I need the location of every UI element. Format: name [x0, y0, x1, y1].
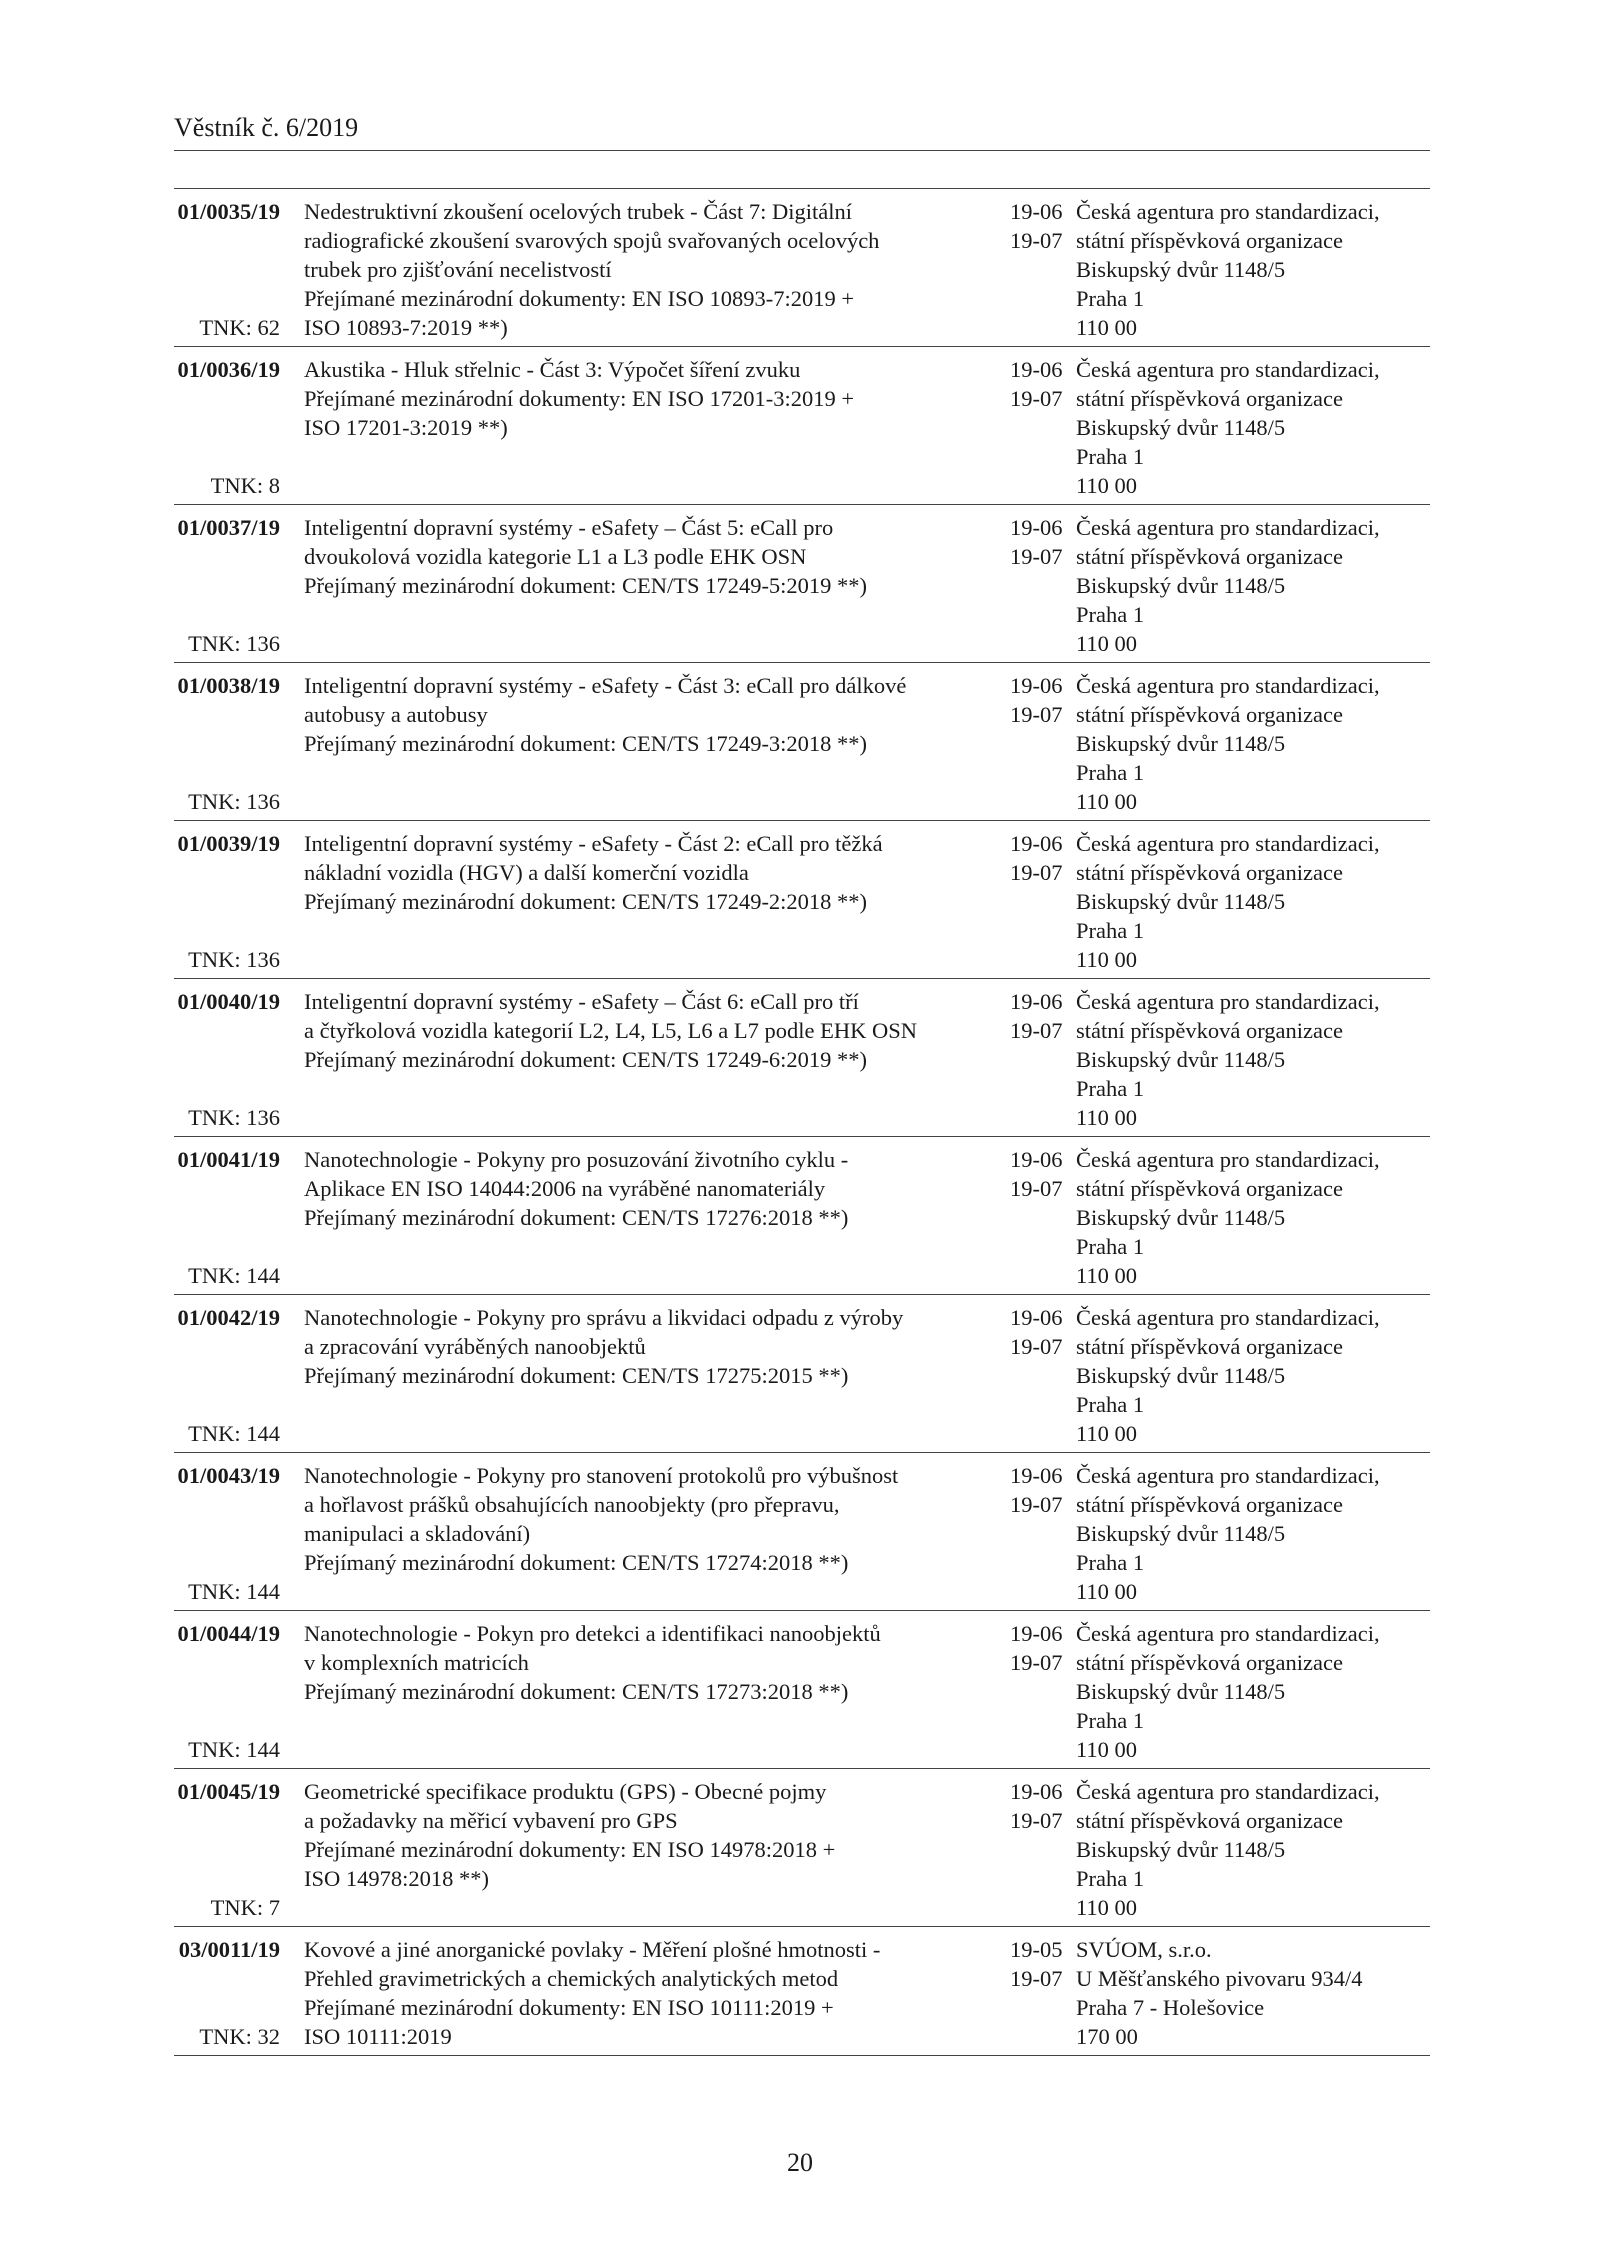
title-line: trubek pro zjišťování necelistvostí: [304, 257, 612, 282]
entry-number: 01/0043/19: [177, 1463, 280, 1488]
title-line: Přejímaný mezinárodní dokument: CEN/TS 17249-3:2018 **): [304, 731, 868, 756]
address-line: 110 00: [1076, 1263, 1138, 1288]
entry-number: 03/0011/19: [178, 1937, 280, 1962]
title-line: Přejímané mezinárodní dokumenty: EN ISO 17201-3:2019 +: [304, 386, 855, 411]
entry-dates-cell: [986, 829, 1076, 974]
address-line: 170 00: [1076, 2024, 1138, 2049]
entry-dates-cell: [986, 1619, 1076, 1764]
entry-address-cell: [1076, 355, 1430, 500]
entry-number: 01/0039/19: [177, 831, 280, 856]
date-code: 19-06: [1010, 1305, 1063, 1330]
table-row: [174, 663, 1430, 821]
address-line: státní příspěvková organizace: [1076, 1492, 1343, 1517]
address-line: 110 00: [1076, 789, 1138, 814]
title-line: ISO 17201-3:2019 **): [304, 415, 508, 440]
title-line: ISO 10111:2019: [304, 2024, 452, 2049]
date-code: 19-06: [1010, 1621, 1063, 1646]
tnk-label: TNK: 62: [199, 315, 280, 340]
entry-id-cell: [174, 1619, 304, 1764]
table-row: [174, 1295, 1430, 1453]
title-line: Přejímaný mezinárodní dokument: CEN/TS 17274:2018 **): [304, 1550, 849, 1575]
address-line: Biskupský dvůr 1148/5: [1076, 1205, 1286, 1230]
date-code: 19-07: [1010, 544, 1063, 569]
address-line: Praha 1: [1076, 1550, 1145, 1575]
title-line: ISO 10893-7:2019 **): [304, 315, 508, 340]
address-line: Česká agentura pro standardizaci,: [1076, 1305, 1380, 1330]
entry-address-cell: [1076, 1303, 1430, 1448]
address-line: 110 00: [1076, 473, 1138, 498]
address-line: Biskupský dvůr 1148/5: [1076, 1679, 1286, 1704]
address-line: státní příspěvková organizace: [1076, 1808, 1343, 1833]
tnk-label: TNK: 32: [199, 2024, 280, 2049]
address-line: státní příspěvková organizace: [1076, 1018, 1343, 1043]
entry-dates-cell: [986, 987, 1076, 1132]
address-line: 110 00: [1076, 1895, 1138, 1920]
tnk-label: TNK: 136: [188, 947, 280, 972]
table-row: [174, 505, 1430, 663]
entry-number: 01/0041/19: [177, 1147, 280, 1172]
title-line: autobusy a autobusy: [304, 702, 488, 727]
address-line: 110 00: [1076, 1105, 1138, 1130]
address-line: SVÚOM, s.r.o.: [1076, 1937, 1212, 1962]
date-code: 19-07: [1010, 1650, 1063, 1675]
entry-address-cell: [1076, 1619, 1430, 1764]
address-line: Česká agentura pro standardizaci,: [1076, 989, 1380, 1014]
address-line: Česká agentura pro standardizaci,: [1076, 1147, 1380, 1172]
address-line: Česká agentura pro standardizaci,: [1076, 1779, 1380, 1804]
title-line: Inteligentní dopravní systémy - eSafety – Část 5: eCall pro: [304, 515, 834, 540]
title-line: Přejímané mezinárodní dokumenty: EN ISO 14978:2018 +: [304, 1837, 836, 1862]
address-line: Biskupský dvůr 1148/5: [1076, 257, 1286, 282]
date-code: 19-07: [1010, 1808, 1063, 1833]
title-line: Nanotechnologie - Pokyn pro detekci a identifikaci nanoobjektů: [304, 1621, 881, 1646]
title-line: ISO 14978:2018 **): [304, 1866, 489, 1891]
entry-id-cell: [174, 1777, 304, 1922]
title-line: Přejímaný mezinárodní dokument: CEN/TS 17249-2:2018 **): [304, 889, 868, 914]
entry-id-cell: [174, 197, 304, 342]
entry-dates-cell: [986, 1935, 1076, 2051]
tnk-label: TNK: 144: [188, 1421, 280, 1446]
date-code: 19-07: [1010, 702, 1063, 727]
entry-address-cell: [1076, 1777, 1430, 1922]
address-line: Biskupský dvůr 1148/5: [1076, 889, 1286, 914]
title-line: Přejímaný mezinárodní dokument: CEN/TS 17275:2015 **): [304, 1363, 849, 1388]
date-code: 19-06: [1010, 357, 1063, 382]
entry-number: 01/0035/19: [177, 199, 280, 224]
address-line: Biskupský dvůr 1148/5: [1076, 1837, 1286, 1862]
date-code: 19-06: [1010, 1779, 1063, 1804]
page-header: [174, 112, 1430, 151]
table-row: [174, 1611, 1430, 1769]
entry-number: 01/0040/19: [177, 989, 280, 1014]
title-line: Inteligentní dopravní systémy - eSafety - Část 2: eCall pro těžká: [304, 831, 883, 856]
entry-id-cell: [174, 671, 304, 816]
address-line: státní příspěvková organizace: [1076, 228, 1343, 253]
entry-id-cell: [174, 1935, 304, 2051]
entry-number: 01/0044/19: [177, 1621, 280, 1646]
entry-address-cell: [1076, 829, 1430, 974]
address-line: 110 00: [1076, 631, 1138, 656]
entry-number: 01/0042/19: [177, 1305, 280, 1330]
title-line: Přejímaný mezinárodní dokument: CEN/TS 17249-6:2019 **): [304, 1047, 868, 1072]
date-code: 19-07: [1010, 1176, 1063, 1201]
entry-dates-cell: [986, 1461, 1076, 1606]
table-row: [174, 1769, 1430, 1927]
title-line: Nedestruktivní zkoušení ocelových trubek - Část 7: Digitální: [304, 199, 853, 224]
entry-dates-cell: [986, 1777, 1076, 1922]
address-line: Česká agentura pro standardizaci,: [1076, 831, 1380, 856]
address-line: Praha 1: [1076, 1234, 1145, 1259]
title-line: Aplikace EN ISO 14044:2006 na vyráběné nanomateriály: [304, 1176, 826, 1201]
date-code: 19-07: [1010, 1334, 1063, 1359]
entry-title-cell: [304, 1303, 986, 1448]
entry-id-cell: [174, 1145, 304, 1290]
date-code: 19-06: [1010, 515, 1063, 540]
title-line: Kovové a jiné anorganické povlaky - Měření plošné hmotnosti -: [304, 1937, 881, 1962]
title-line: a zpracování vyráběných nanoobjektů: [304, 1334, 646, 1359]
date-code: 19-06: [1010, 1147, 1063, 1172]
date-code: 19-07: [1010, 1018, 1063, 1043]
title-line: Přejímané mezinárodní dokumenty: EN ISO 10893-7:2019 +: [304, 286, 855, 311]
entry-id-cell: [174, 987, 304, 1132]
entry-number: 01/0038/19: [177, 673, 280, 698]
address-line: Česká agentura pro standardizaci,: [1076, 515, 1380, 540]
tnk-label: TNK: 136: [188, 789, 280, 814]
entry-title-cell: [304, 197, 986, 342]
date-code: 19-06: [1010, 831, 1063, 856]
tnk-label: TNK: 8: [210, 473, 280, 498]
entry-title-cell: [304, 513, 986, 658]
address-line: U Měšťanského pivovaru 934/4: [1076, 1966, 1363, 1991]
title-line: Přejímaný mezinárodní dokument: CEN/TS 17249-5:2019 **): [304, 573, 868, 598]
publication-title: Věstník č. 6/2019: [174, 113, 359, 142]
date-code: 19-06: [1010, 989, 1063, 1014]
entry-dates-cell: [986, 1303, 1076, 1448]
entry-title-cell: [304, 1461, 986, 1606]
tnk-label: TNK: 7: [210, 1895, 280, 1920]
date-code: 19-06: [1010, 673, 1063, 698]
entry-address-cell: [1076, 197, 1430, 342]
address-line: Praha 1: [1076, 918, 1145, 943]
address-line: Praha 1: [1076, 602, 1145, 627]
address-line: Praha 1: [1076, 444, 1145, 469]
date-code: 19-07: [1010, 860, 1063, 885]
title-line: a hořlavost prášků obsahujících nanoobjekty (pro přepravu,: [304, 1492, 840, 1517]
entry-id-cell: [174, 1461, 304, 1606]
address-line: Biskupský dvůr 1148/5: [1076, 1047, 1286, 1072]
title-line: Inteligentní dopravní systémy - eSafety – Část 6: eCall pro tří: [304, 989, 859, 1014]
date-code: 19-05: [1010, 1937, 1063, 1962]
table-row: [174, 189, 1430, 347]
entry-title-cell: [304, 987, 986, 1132]
title-line: Akustika - Hluk střelnic - Část 3: Výpočet šíření zvuku: [304, 357, 801, 382]
date-code: 19-07: [1010, 228, 1063, 253]
address-line: 110 00: [1076, 1579, 1138, 1604]
entry-id-cell: [174, 1303, 304, 1448]
address-line: Praha 1: [1076, 760, 1145, 785]
address-line: Praha 1: [1076, 1076, 1145, 1101]
address-line: Praha 1: [1076, 1392, 1145, 1417]
address-line: Biskupský dvůr 1148/5: [1076, 731, 1286, 756]
title-line: a čtyřkolová vozidla kategorií L2, L4, L5, L6 a L7 podle EHK OSN: [304, 1018, 917, 1043]
entry-dates-cell: [986, 513, 1076, 658]
entry-title-cell: [304, 1777, 986, 1922]
title-line: Přejímaný mezinárodní dokument: CEN/TS 17273:2018 **): [304, 1679, 849, 1704]
address-line: Praha 1: [1076, 1708, 1145, 1733]
entry-dates-cell: [986, 1145, 1076, 1290]
address-line: státní příspěvková organizace: [1076, 1176, 1343, 1201]
entry-title-cell: [304, 355, 986, 500]
date-code: 19-06: [1010, 1463, 1063, 1488]
page-number: 20: [787, 2148, 813, 2177]
entry-title-cell: [304, 829, 986, 974]
title-line: v komplexních matricích: [304, 1650, 529, 1675]
title-line: nákladní vozidla (HGV) a další komerční vozidla: [304, 860, 749, 885]
table-row: [174, 347, 1430, 505]
tnk-label: TNK: 144: [188, 1737, 280, 1762]
address-line: státní příspěvková organizace: [1076, 544, 1343, 569]
address-line: státní příspěvková organizace: [1076, 1334, 1343, 1359]
address-line: státní příspěvková organizace: [1076, 1650, 1343, 1675]
address-line: 110 00: [1076, 947, 1138, 972]
entry-number: 01/0045/19: [177, 1779, 280, 1804]
table-row: [174, 979, 1430, 1137]
address-line: Praha 1: [1076, 286, 1145, 311]
address-line: státní příspěvková organizace: [1076, 860, 1343, 885]
title-line: Nanotechnologie - Pokyny pro stanovení protokolů pro výbušnost: [304, 1463, 899, 1488]
entry-title-cell: [304, 1619, 986, 1764]
title-line: Přejímaný mezinárodní dokument: CEN/TS 17276:2018 **): [304, 1205, 849, 1230]
table-row: [174, 1927, 1430, 2056]
address-line: Biskupský dvůr 1148/5: [1076, 415, 1286, 440]
address-line: státní příspěvková organizace: [1076, 386, 1343, 411]
entry-number: 01/0036/19: [177, 357, 280, 382]
title-line: manipulaci a skladování): [304, 1521, 531, 1546]
standards-table: [174, 188, 1430, 2056]
title-line: Přejímané mezinárodní dokumenty: EN ISO 10111:2019 +: [304, 1995, 834, 2020]
date-code: 19-07: [1010, 1966, 1063, 1991]
date-code: 19-07: [1010, 1492, 1063, 1517]
date-code: 19-06: [1010, 199, 1063, 224]
entry-dates-cell: [986, 355, 1076, 500]
entry-address-cell: [1076, 513, 1430, 658]
title-line: radiografické zkoušení svarových spojů svařovaných ocelových: [304, 228, 880, 253]
entry-title-cell: [304, 1935, 986, 2051]
entry-dates-cell: [986, 197, 1076, 342]
table-row: [174, 821, 1430, 979]
entry-title-cell: [304, 1145, 986, 1290]
entry-id-cell: [174, 513, 304, 658]
tnk-label: TNK: 144: [188, 1579, 280, 1604]
title-line: a požadavky na měřicí vybavení pro GPS: [304, 1808, 678, 1833]
entry-id-cell: [174, 355, 304, 500]
title-line: dvoukolová vozidla kategorie L1 a L3 podle EHK OSN: [304, 544, 807, 569]
table-row: [174, 1137, 1430, 1295]
entry-address-cell: [1076, 1935, 1430, 2051]
address-line: Praha 7 - Holešovice: [1076, 1995, 1265, 2020]
address-line: státní příspěvková organizace: [1076, 702, 1343, 727]
date-code: 19-07: [1010, 386, 1063, 411]
title-line: Geometrické specifikace produktu (GPS) - Obecné pojmy: [304, 1779, 827, 1804]
tnk-label: TNK: 136: [188, 631, 280, 656]
title-line: Nanotechnologie - Pokyny pro posuzování životního cyklu -: [304, 1147, 849, 1172]
address-line: Biskupský dvůr 1148/5: [1076, 1521, 1286, 1546]
title-line: Nanotechnologie - Pokyny pro správu a likvidaci odpadu z výroby: [304, 1305, 904, 1330]
entry-address-cell: [1076, 987, 1430, 1132]
entry-number: 01/0037/19: [177, 515, 280, 540]
address-line: 110 00: [1076, 315, 1138, 340]
address-line: Biskupský dvůr 1148/5: [1076, 1363, 1286, 1388]
entry-title-cell: [304, 671, 986, 816]
address-line: 110 00: [1076, 1737, 1138, 1762]
address-line: Česká agentura pro standardizaci,: [1076, 1621, 1380, 1646]
tnk-label: TNK: 144: [188, 1263, 280, 1288]
address-line: Biskupský dvůr 1148/5: [1076, 573, 1286, 598]
entry-address-cell: [1076, 671, 1430, 816]
table-row: [174, 1453, 1430, 1611]
address-line: Česká agentura pro standardizaci,: [1076, 1463, 1380, 1488]
address-line: Praha 1: [1076, 1866, 1145, 1891]
address-line: Česká agentura pro standardizaci,: [1076, 673, 1380, 698]
address-line: 110 00: [1076, 1421, 1138, 1446]
address-line: Česká agentura pro standardizaci,: [1076, 357, 1380, 382]
entry-address-cell: [1076, 1145, 1430, 1290]
tnk-label: TNK: 136: [188, 1105, 280, 1130]
title-line: Inteligentní dopravní systémy - eSafety - Část 3: eCall pro dálkové: [304, 673, 907, 698]
entry-address-cell: [1076, 1461, 1430, 1606]
title-line: Přehled gravimetrických a chemických analytických metod: [304, 1966, 839, 1991]
entry-id-cell: [174, 829, 304, 974]
address-line: Česká agentura pro standardizaci,: [1076, 199, 1380, 224]
entry-dates-cell: [986, 671, 1076, 816]
